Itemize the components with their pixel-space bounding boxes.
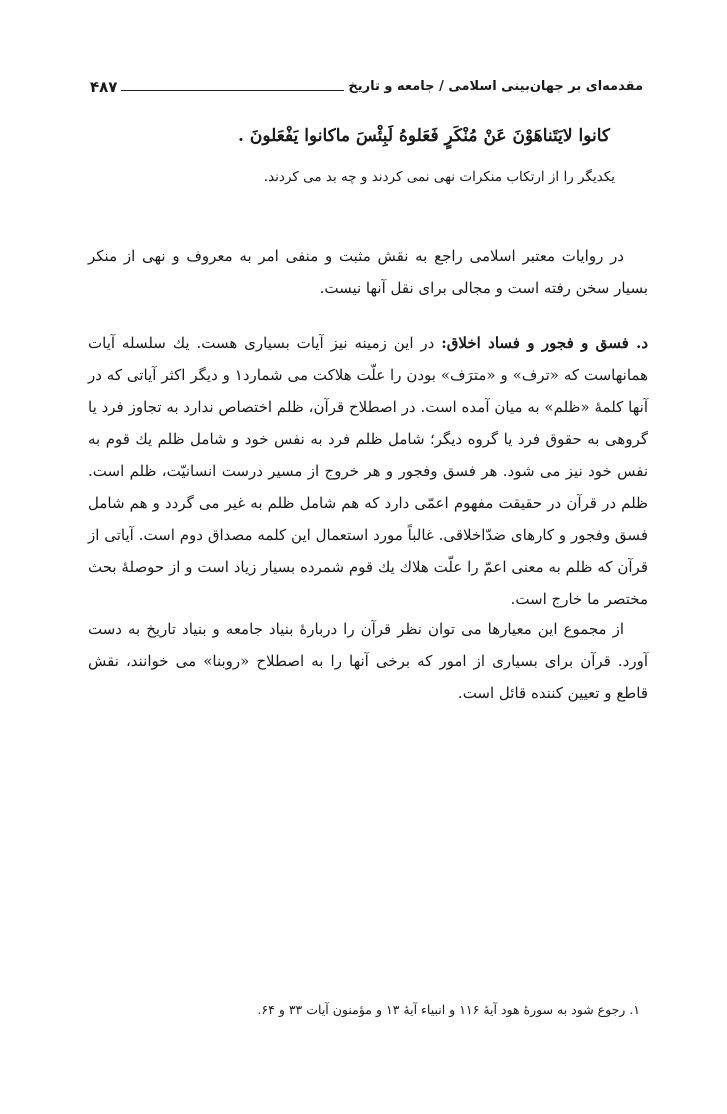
running-title: مقدمه‌ای بر جهان‌بینی اسلامی / جامعه و تاریخ: [348, 79, 643, 94]
page-header: [90, 72, 643, 96]
page-number: ۴۸۷: [90, 78, 118, 96]
header-rule: [121, 90, 344, 91]
quran-verse: کانوا لایَتَناهَوْنَ عَنْ مُنْکَرٍ فَعَلوهُ لَبِئْسَ ماکانوا یَفْعَلونَ .: [238, 126, 610, 146]
paragraph-corruption: [88, 327, 648, 615]
paragraph-narrations: در روایات معتبر اسلامی راجع به نقش مثبت و منفی امر به معروف و نهی از منکر بسیار سخن رفته است و مجالی برای نقل آنها نیست.: [88, 247, 648, 297]
paragraph-conclusion: از مجموع این معیارها می توان نظر قرآن را دربارهٔ بنیاد جامعه و بنیاد تاریخ به دست آورد. قرآن برای بسیاری از امور که برخی آنها را به اصطلاح «روبنا» می خوانند، نقش قاطع و تعیین کننده قائل است.: [88, 620, 648, 702]
paragraph-corruption-body: در این زمینه نیز آیات بسیاری هست. یك سلسله آیات همانهاست که «ترف» و «مترَف» بودن را علّت هلاکت می شمارد۱ و دیگر اکثر آیاتی که در آنها کلمهٔ «ظلم» به میان آمده است. در اصطلاح قرآن، ظلم اختصاص ندارد به تجاوز فرد یا گروهی به حقوق فرد یا گروه دیگر؛ شامل ظلم فرد به نفس خود و شامل ظلم یك قوم به نفس خود نیز می شود. هر فسق وفجور و هر خروج از مسیر درست انسانیّت، ظلم است. ظلم در قرآن در حقیقت مفهوم اعمّی دارد که هم شامل ظلم به غیر می گردد و هم شامل فسق وفجور و کارهای ضدّاخلاقی. غالباً مورد استعمال این کلمه مصداق دوم است. آیاتی از قرآن که ظلم به معنی اعمّ را علّت هلاك یك قوم شمرده بسیار زیاد است و از حوصلهٔ بحث مختصر ما خارج است.: [88, 334, 648, 608]
footnote: ۱. رجوع شود به سورهٔ هود آیهٔ ۱۱۶ و انبیاء آیهٔ ۱۳ و مؤمنون آیات ۳۳ و ۶۴.: [257, 1002, 640, 1017]
section-heading-corruption: د. فسق و فجور و فساد اخلاق:: [441, 334, 648, 352]
verse-translation: یکدیگر را از ارتکاب منکرات نهی نمی کردند و چه بد می کردند.: [263, 169, 615, 185]
